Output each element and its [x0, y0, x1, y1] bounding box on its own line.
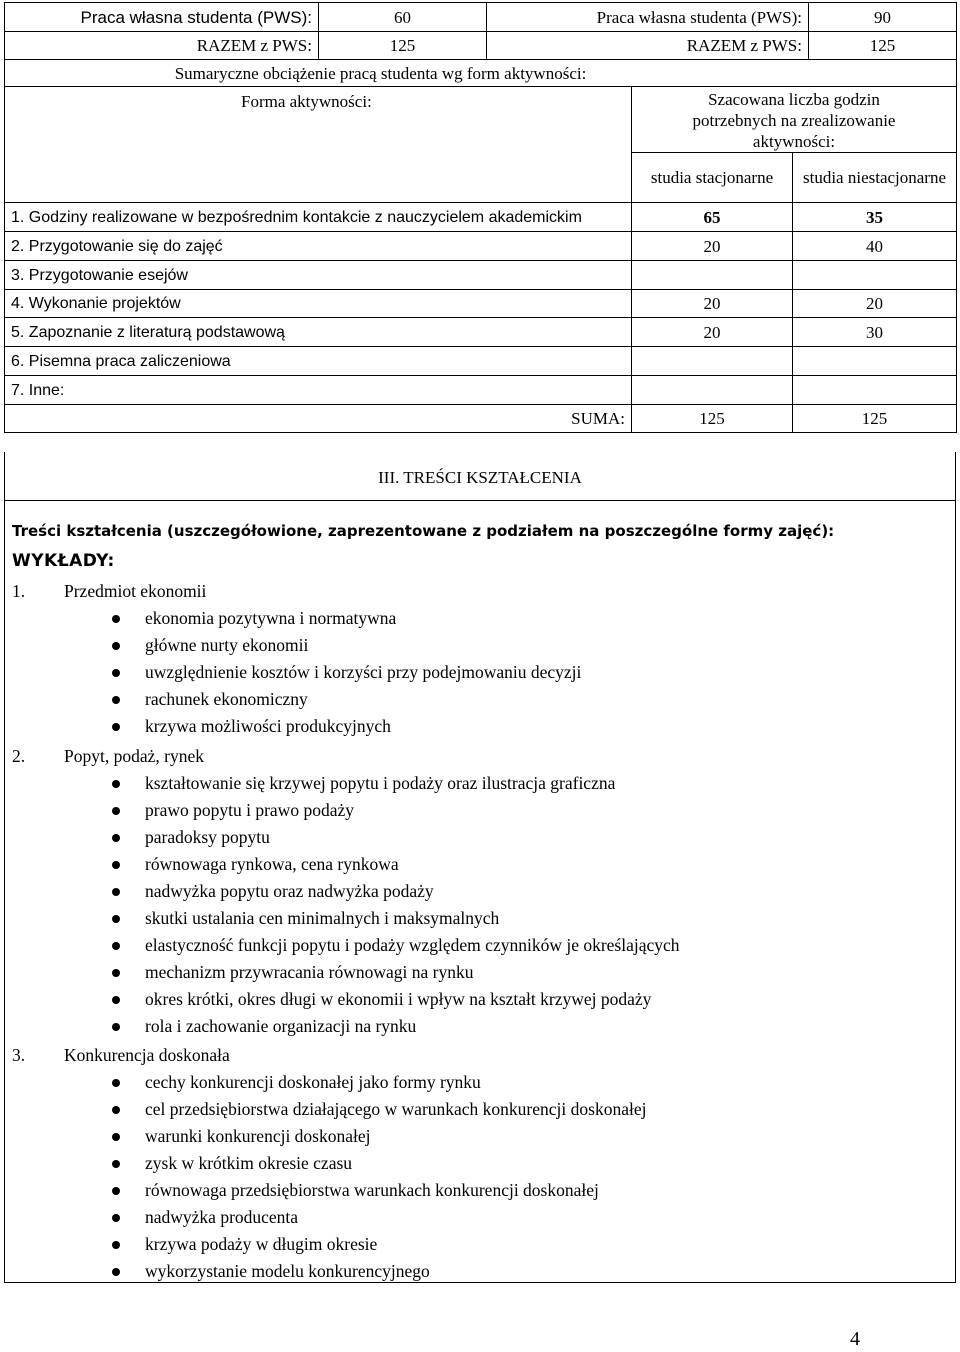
- razem-label-part-time: RAZEM z PWS:: [487, 32, 809, 60]
- topic-title: Przedmiot ekonomii: [64, 581, 207, 601]
- activity-row-3-full: [632, 261, 793, 290]
- part-time-column-header: studia niestacjonarne: [793, 153, 957, 203]
- list-item: krzywa podaży w długim okresie: [12, 1231, 932, 1258]
- list-item: uwzględnienie kosztów i korzyści przy podejmowaniu decyzji: [12, 659, 932, 686]
- bullet-icon: [112, 642, 120, 650]
- bullet-icon: [112, 996, 120, 1004]
- bullet-icon: [112, 1133, 120, 1141]
- pws-label-full-time: Praca własna studenta (PWS):: [5, 3, 319, 32]
- list-item: rachunek ekonomiczny: [12, 686, 932, 713]
- lectures-heading: WYKŁADY:: [12, 551, 115, 571]
- bullet-icon: [112, 969, 120, 977]
- list-item: prawo popytu i prawo podaży: [12, 797, 932, 824]
- activity-row-3-label: 3. Przygotowanie esejów: [5, 261, 632, 290]
- pws-value-part-time: 90: [809, 3, 957, 32]
- topic-number: 2.: [12, 746, 26, 766]
- topic-2: [12, 743, 932, 1040]
- topic-1: [12, 578, 932, 740]
- list-item: ekonomia pozytywna i normatywna: [12, 605, 932, 632]
- bullet-icon: [112, 942, 120, 950]
- activity-row-5-part: 30: [793, 318, 957, 347]
- activity-row-1-full: 65: [632, 203, 793, 232]
- activity-row-3-part: [793, 261, 957, 290]
- activity-row-4-label: 4. Wykonanie projektów: [5, 290, 632, 318]
- content-heading: Treści kształcenia (uszczegółowione, zaprezentowane z podziałem na poszczególne formy zajęć):: [12, 522, 835, 540]
- activity-row-7-part: [793, 376, 957, 405]
- full-time-column-header: studia stacjonarne: [632, 153, 793, 203]
- bullet-icon: [112, 1079, 120, 1087]
- list-item: elastyczność funkcji popytu i podaży względem czynników je określających: [12, 932, 932, 959]
- activity-row-2-full: 20: [632, 232, 793, 261]
- list-item: mechanizm przywracania równowagi na rynku: [12, 959, 932, 986]
- section-title: III. TREŚCI KSZTAŁCENIA: [378, 468, 582, 487]
- bullet-icon: [112, 1023, 120, 1031]
- bullet-icon: [112, 669, 120, 677]
- sum-part-time: 125: [793, 405, 957, 433]
- bullet-icon: [112, 1160, 120, 1168]
- list-item: nadwyżka producenta: [12, 1204, 932, 1231]
- topic-number: 3.: [12, 1045, 26, 1065]
- activity-row-6-full: [632, 347, 793, 376]
- activity-row-7-full: [632, 376, 793, 405]
- bullet-icon: [112, 861, 120, 869]
- activity-row-6-part: [793, 347, 957, 376]
- activity-row-5-label: 5. Zapoznanie z literaturą podstawową: [5, 318, 632, 347]
- bullet-icon: [112, 1187, 120, 1195]
- bullet-icon: [112, 696, 120, 704]
- sum-label: SUMA:: [5, 405, 632, 433]
- bullet-icon: [112, 888, 120, 896]
- pws-label-part-time: Praca własna studenta (PWS):: [487, 3, 809, 32]
- topic-3: [12, 1042, 932, 1285]
- sum-full-time: 125: [632, 405, 793, 433]
- workload-table: [4, 59, 957, 433]
- activity-row-4-full: 20: [632, 290, 793, 318]
- page-number: 4: [850, 1328, 860, 1350]
- bullet-icon: [112, 723, 120, 731]
- activity-row-6-label: 6. Pisemna praca zaliczeniowa: [5, 347, 632, 376]
- hours-column-header: Szacowana liczba godzin potrzebnych na zrealizowanie aktywności:: [632, 87, 957, 153]
- activity-column-header: Forma aktywności:: [5, 87, 632, 203]
- activity-row-5-full: 20: [632, 318, 793, 347]
- pws-summary-table: [4, 2, 957, 60]
- list-item: krzywa możliwości produkcyjnych: [12, 713, 932, 740]
- razem-value-part-time: 125: [809, 32, 957, 60]
- bullet-icon: [112, 915, 120, 923]
- list-item: warunki konkurencji doskonałej: [12, 1123, 932, 1150]
- topic-title: Popyt, podaż, rynek: [64, 746, 204, 766]
- list-item: cel przedsiębiorstwa działającego w warunkach konkurencji doskonałej: [12, 1096, 932, 1123]
- lecture-topics: [12, 578, 932, 1285]
- list-item: równowaga przedsiębiorstwa warunkach konkurencji doskonałej: [12, 1177, 932, 1204]
- bullet-icon: [112, 1268, 120, 1276]
- bullet-icon: [112, 807, 120, 815]
- bullet-icon: [112, 1241, 120, 1249]
- topic-title: Konkurencja doskonała: [64, 1045, 230, 1065]
- bullet-icon: [112, 615, 120, 623]
- bullet-icon: [112, 780, 120, 788]
- workload-title: Sumaryczne obciążenie pracą studenta wg form aktywności:: [5, 60, 957, 87]
- pws-value-full-time: 60: [319, 3, 487, 32]
- list-item: cechy konkurencji doskonałej jako formy rynku: [12, 1069, 932, 1096]
- bullet-icon: [112, 834, 120, 842]
- razem-value-full-time: 125: [319, 32, 487, 60]
- activity-row-2-part: 40: [793, 232, 957, 261]
- activity-row-4-part: 20: [793, 290, 957, 318]
- list-item: równowaga rynkowa, cena rynkowa: [12, 851, 932, 878]
- list-item: paradoksy popytu: [12, 824, 932, 851]
- list-item: skutki ustalania cen minimalnych i maksymalnych: [12, 905, 932, 932]
- bullet-icon: [112, 1106, 120, 1114]
- list-item: zysk w krótkim okresie czasu: [12, 1150, 932, 1177]
- bullet-icon: [112, 1214, 120, 1222]
- list-item: główne nurty ekonomii: [12, 632, 932, 659]
- list-item: rola i zachowanie organizacji na rynku: [12, 1013, 932, 1040]
- list-item: wykorzystanie modelu konkurencyjnego: [12, 1258, 932, 1285]
- activity-row-1-part: 35: [793, 203, 957, 232]
- razem-label-full-time: RAZEM z PWS:: [5, 32, 319, 60]
- list-item: okres krótki, okres długi w ekonomii i wpływ na kształt krzywej podaży: [12, 986, 932, 1013]
- activity-row-1-label: 1. Godziny realizowane w bezpośrednim kontakcie z nauczycielem akademickim: [5, 203, 632, 232]
- activity-row-2-label: 2. Przygotowanie się do zajęć: [5, 232, 632, 261]
- activity-row-7-label: 7. Inne:: [5, 376, 632, 405]
- list-item: nadwyżka popytu oraz nadwyżka podaży: [12, 878, 932, 905]
- list-item: kształtowanie się krzywej popytu i podaży oraz ilustracja graficzna: [12, 770, 932, 797]
- topic-number: 1.: [12, 581, 26, 601]
